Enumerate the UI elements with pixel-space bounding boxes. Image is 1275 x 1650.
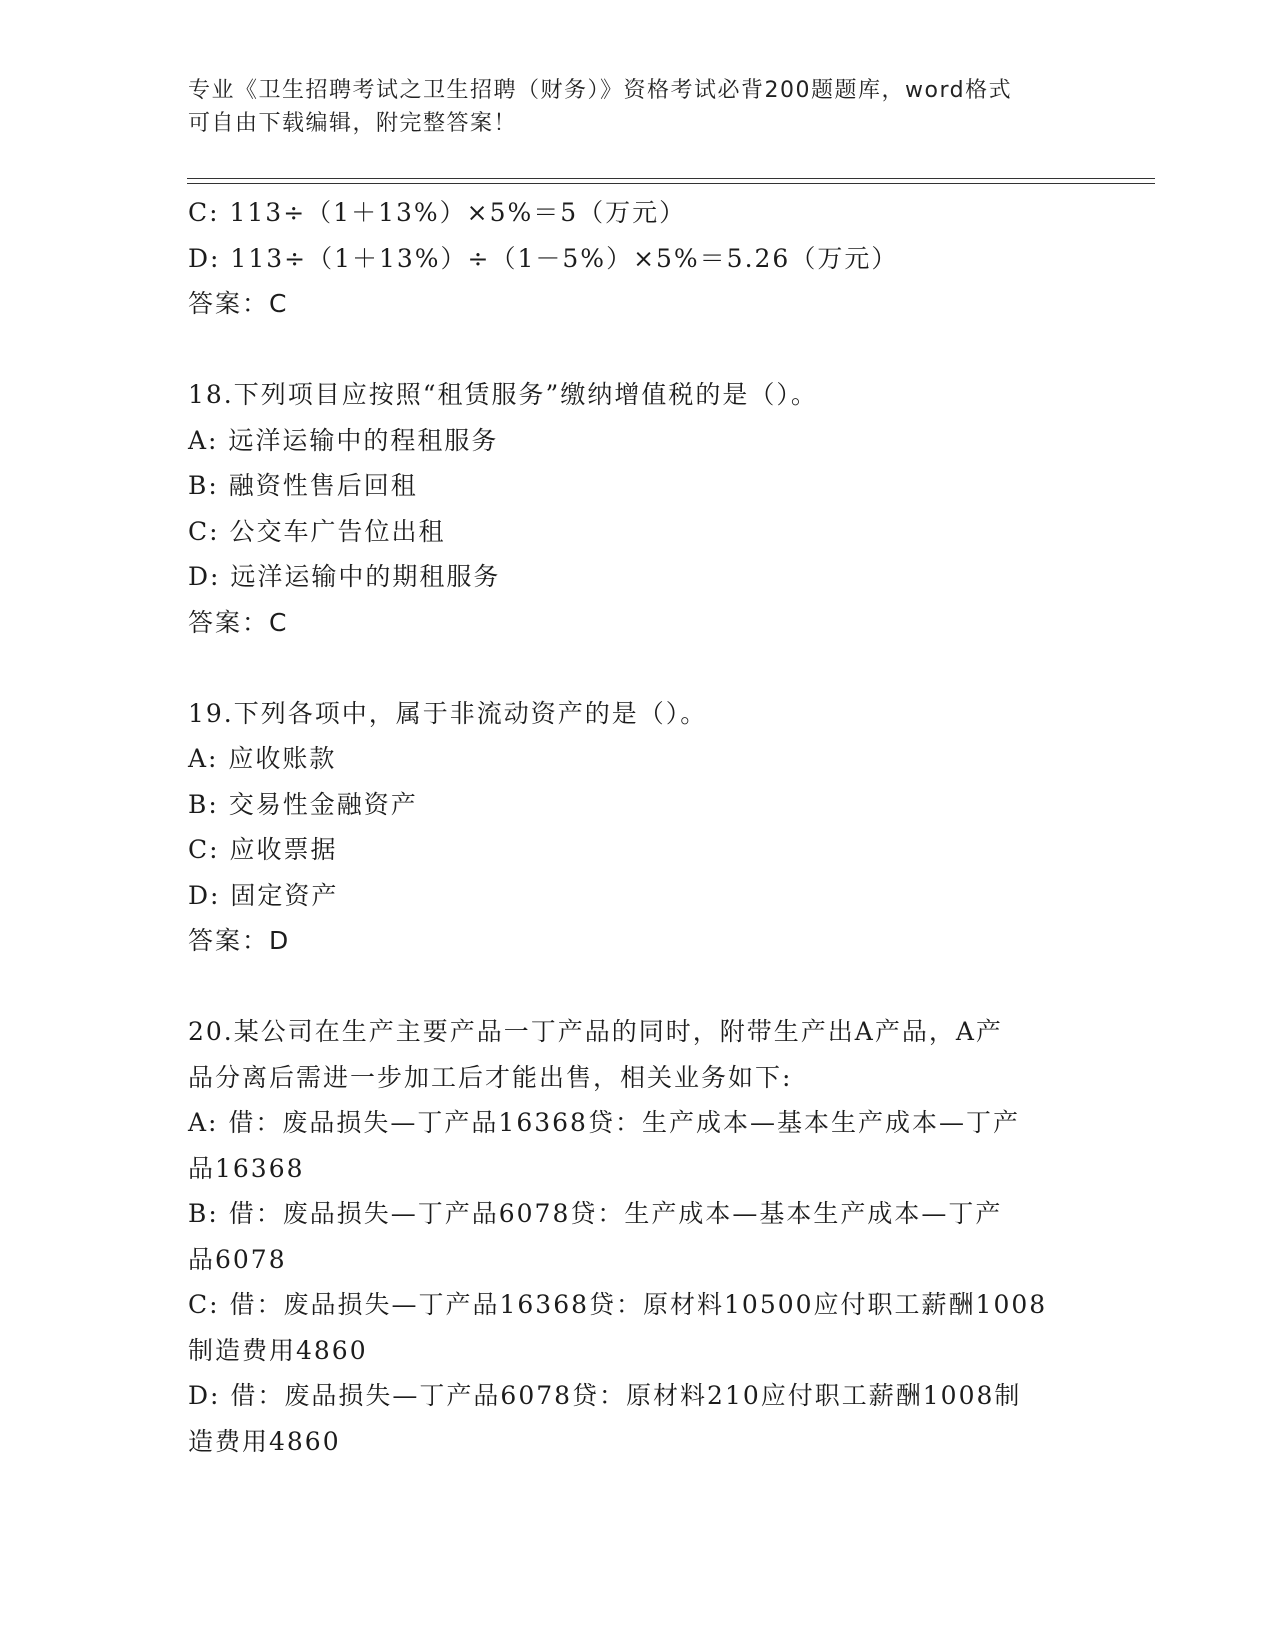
- q20-option-a-line-1: A: 借：废品损失—丁产品16368贷：生产成本—基本生产成本—丁产: [188, 1108, 1020, 1137]
- header-divider-top: [187, 178, 1155, 179]
- q17-answer: 答案：C: [188, 289, 289, 318]
- q20-option-c-line-1: C: 借：废品损失—丁产品16368贷：原材料10500应付职工薪酬1008: [188, 1290, 1048, 1319]
- q17-option-c: C: 113÷（1＋13%）×5%＝5（万元）: [188, 198, 687, 227]
- q20-option-b-line-1: B: 借：废品损失—丁产品6078贷：生产成本—基本生产成本—丁产: [188, 1199, 1003, 1228]
- q18-option-c: C: 公交车广告位出租: [188, 516, 446, 546]
- question-content: [188, 190, 1088, 1464]
- header-line-2: 可自由下载编辑，附完整答案！: [188, 111, 518, 136]
- spacer: [188, 964, 1088, 1010]
- q20-option-c-line-2: 制造费用4860: [188, 1335, 368, 1365]
- spacer: [188, 327, 1088, 373]
- q20-option-d-line-1: D: 借：废品损失—丁产品6078贷：原材料210应付职工薪酬1008制: [188, 1381, 1022, 1410]
- q20-option-a-line-2: 品16368: [188, 1153, 305, 1183]
- header-line-1: 专业《卫生招聘考试之卫生招聘（财务）》资格考试必背200题题库，word格式: [188, 78, 1013, 103]
- q19-option-b: B: 交易性金融资产: [188, 789, 418, 819]
- q20-stem-line-1: 20.某公司在生产主要产品一丁产品的同时，附带生产出A产品，A产: [188, 1017, 1003, 1046]
- q18-option-b: B: 融资性售后回租: [188, 471, 418, 500]
- q19-option-c: C: 应收票据: [188, 835, 338, 864]
- q20-stem-line-2: 品分离后需进一步加工后才能出售，相关业务如下:: [188, 1062, 793, 1092]
- spacer: [188, 645, 1088, 691]
- q17-option-d: D: 113÷（1＋13%）÷（1－5%）×5%＝5.26（万元）: [188, 243, 899, 273]
- page-header: [188, 74, 1068, 140]
- q18-stem: 18.下列项目应按照“租赁服务”缴纳增值税的是（）。: [188, 380, 818, 409]
- q19-option-d: D: 固定资产: [188, 880, 339, 910]
- q18-answer: 答案：C: [188, 607, 289, 637]
- q20-option-d-line-2: 造费用4860: [188, 1426, 341, 1456]
- header-divider-bottom: [187, 183, 1155, 184]
- q19-answer: 答案：D: [188, 926, 291, 955]
- q18-option-d: D: 远洋运输中的期租服务: [188, 562, 501, 591]
- q18-option-a: A: 远洋运输中的程租服务: [188, 425, 499, 455]
- q19-option-a: A: 应收账款: [188, 744, 337, 773]
- q19-stem: 19.下列各项中，属于非流动资产的是（）。: [188, 698, 708, 728]
- q20-option-b-line-2: 品6078: [188, 1244, 287, 1274]
